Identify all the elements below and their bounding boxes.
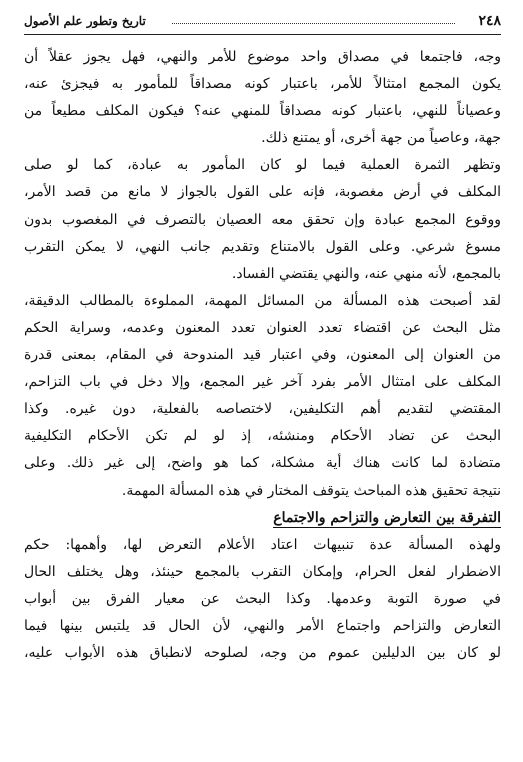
text-line: مثل البحث عن اقتضاء تعدد العنوان تعدد المعنون وعدمه، وسراية الحكم [24, 319, 501, 336]
text-line: مسوغ شرعي. وعلى القول بالامتناع وتقديم جانب النهي، لا يمكن التقرب [24, 238, 501, 255]
section-heading-text: التفرقة بين التعارض والتزاحم والاجتماع [273, 509, 501, 526]
paragraph-2 [24, 152, 501, 287]
text-line: جهة، وعاصياً من جهة أخرى، أو يمتنع ذلك. [261, 130, 501, 147]
text-line: الاضطرار لفعل الحرام، وإمكان التقرب بالمجمع حينئذ، وهل يختلف الحال [24, 563, 501, 580]
text-line: المكلف على امتثال الأمر بفرد آخر غير المجمع، وإلا دخل في باب التزاحم، [24, 374, 501, 391]
header-dot-leader [172, 23, 455, 24]
paragraph-1 [24, 44, 501, 152]
text-line: يكون المجمع امتثالاً للأمر، باعتبار كونه مصداقاً للمأمور به فيجزئ عنه، [24, 76, 501, 93]
text-line: وعصياناً للنهي، باعتبار كونه مصداقاً للمنهي عنه؟ فيكون المكلف مطيعاً من [24, 103, 501, 120]
text-line: التعارض والتزاحم واجتماع الأمر والنهي، لأن الحال قد يلتبس بينها فيما [24, 617, 501, 634]
text-line: البحث عن تضاد الأحكام ومنشئه، إذ لو لم تكن الأحكام التكليفية [24, 428, 501, 445]
text-line: نتيجة تحقيق هذه المباحث يتوقف المختار في هذه المسألة المهمة. [121, 482, 501, 499]
book-page [24, 10, 501, 754]
text-line: بالمجمع، لأنه منهي عنه، والنهي يقتضي الفساد. [231, 265, 501, 282]
text-line: ولهذه المسألة عدة تنبيهات اعتاد الأعلام التعرض لها، وأهمها: حكم [24, 536, 502, 553]
section-heading [24, 505, 501, 532]
paragraph-3 [24, 288, 501, 505]
text-line: من العنوان إلى المعنون، وفي اعتبار قيد المندوحة في المقام، بمعنى قدرة [24, 347, 501, 364]
text-line: ووقوع المجمع عبادة وإن تحقق معه العصيان بالتصرف في المغصوب بدون [24, 211, 501, 228]
text-line: وتظهر الثمرة العملية فيما لو كان المأمور به عبادة، كما لو صلى [24, 157, 501, 174]
text-line: لقد أصبحت هذه المسألة من المسائل المهمة، المملوءة بالمطالب الدقيقة، [24, 292, 501, 309]
text-line: المقتضي لتقديم أهم التكليفين، لاختصاصه بالفعلية، دون غيره. وكذا [24, 401, 501, 418]
paragraph-4 [24, 532, 501, 667]
page-number: ٢٤٨ [478, 13, 501, 29]
page-header [24, 10, 501, 32]
text-line: متضادة لما كانت هناك أية مشكلة، كما هو واضح، إلى غير ذلك. وعلى [24, 455, 501, 472]
header-rule [24, 34, 501, 35]
text-line: في صورة التوبة وعدمها. وكذا البحث عن معيار الفرق بين أبواب [24, 590, 501, 607]
running-title: تاريخ وتطور علم الأصول [24, 14, 146, 28]
text-line: وجه، فاجتمعا في مصداق واحد موضوع للأمر والنهي، فهل يجوز عقلاً أن [24, 49, 501, 65]
text-line: لو كان بين الدليلين عموم من وجه، لصلوحه لانطباق هذه الأبواب عليه، [24, 645, 501, 662]
page-body [24, 44, 501, 667]
text-line: المكلف في أرض مغصوبة، فإنه على القول بالجواز لا مانع من قصد الأمر، [24, 184, 501, 201]
